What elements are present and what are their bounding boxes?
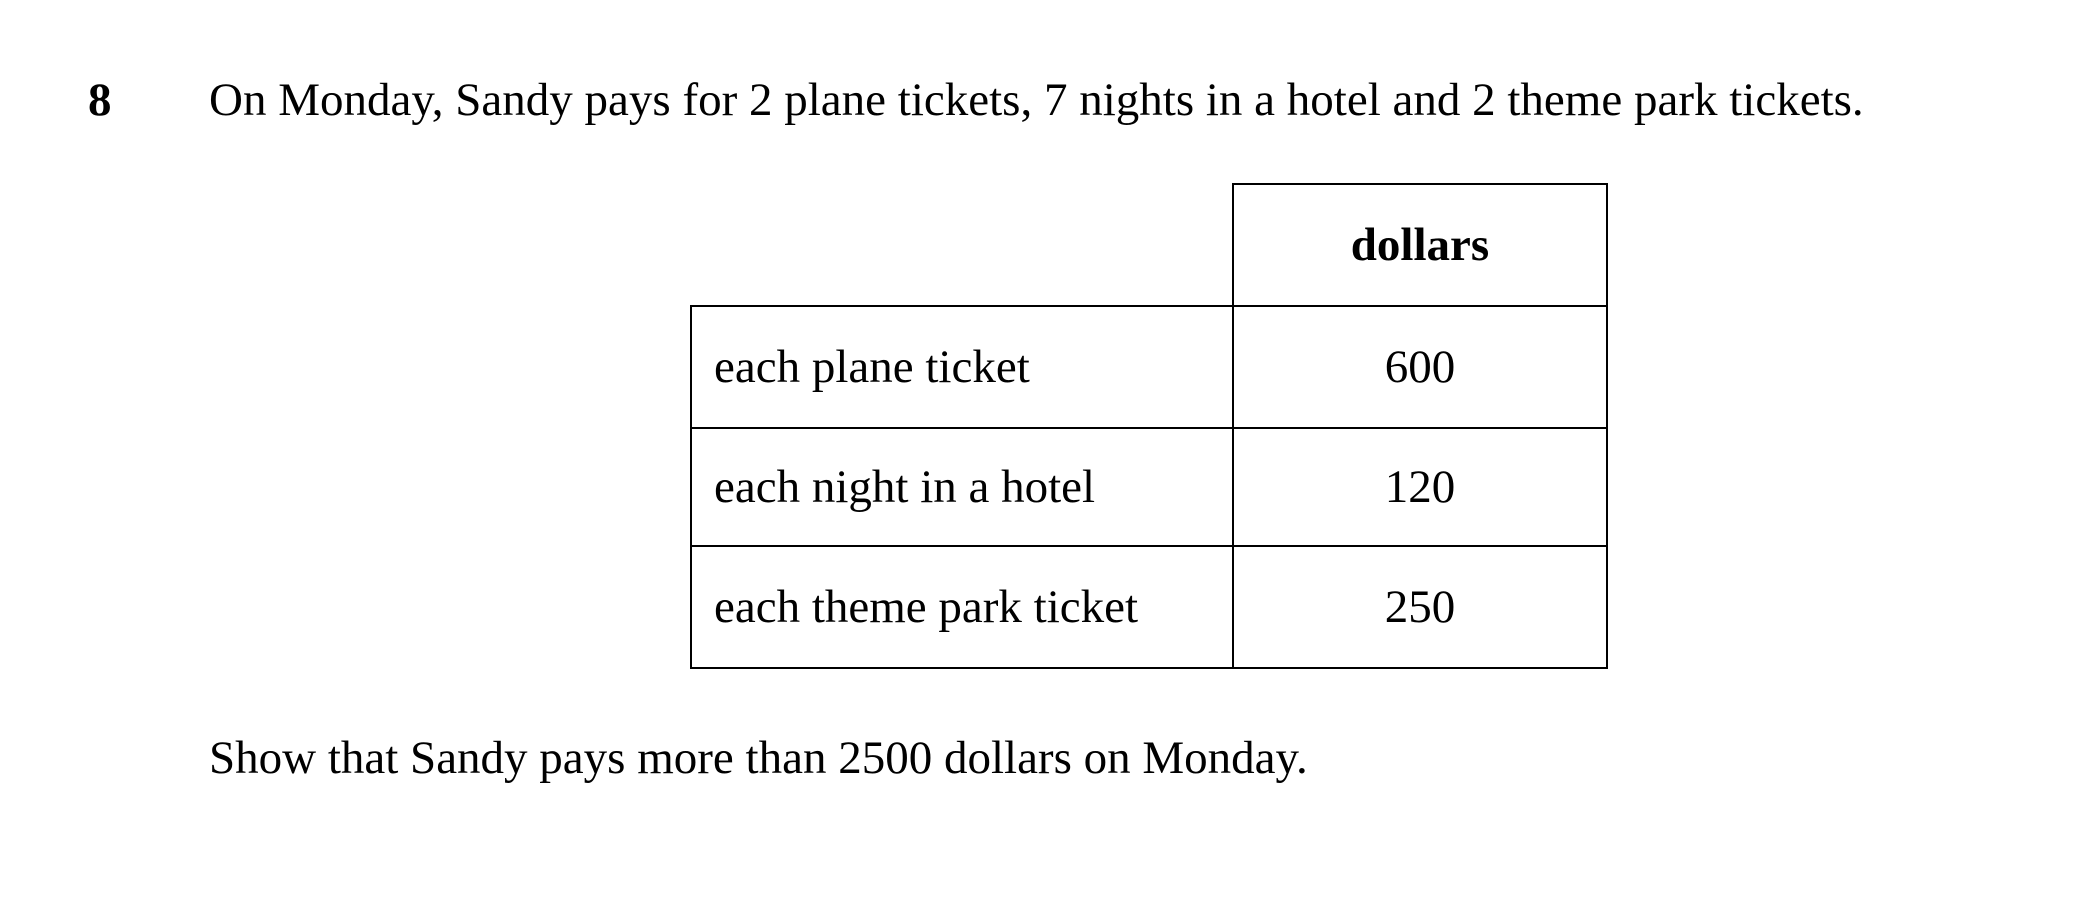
table-item-cell: each theme park ticket — [691, 546, 1233, 668]
table-corner-cell — [691, 184, 1233, 306]
table-row — [691, 428, 1607, 546]
price-table — [690, 183, 1608, 669]
table-header-dollars: dollars — [1233, 184, 1607, 306]
table-value-cell: 120 — [1233, 428, 1607, 546]
table-item-cell: each plane ticket — [691, 306, 1233, 428]
table-value-cell: 600 — [1233, 306, 1607, 428]
question-number: 8 — [88, 74, 112, 126]
question-instruction: Show that Sandy pays more than 2500 dollars on Monday. — [209, 732, 1308, 784]
table-item-cell: each night in a hotel — [691, 428, 1233, 546]
table-row — [691, 306, 1607, 428]
table-header-row — [691, 184, 1607, 306]
table-row — [691, 546, 1607, 668]
question-text: On Monday, Sandy pays for 2 plane tickets, 7 nights in a hotel and 2 theme park tickets. — [209, 74, 1864, 126]
table-value-cell: 250 — [1233, 546, 1607, 668]
